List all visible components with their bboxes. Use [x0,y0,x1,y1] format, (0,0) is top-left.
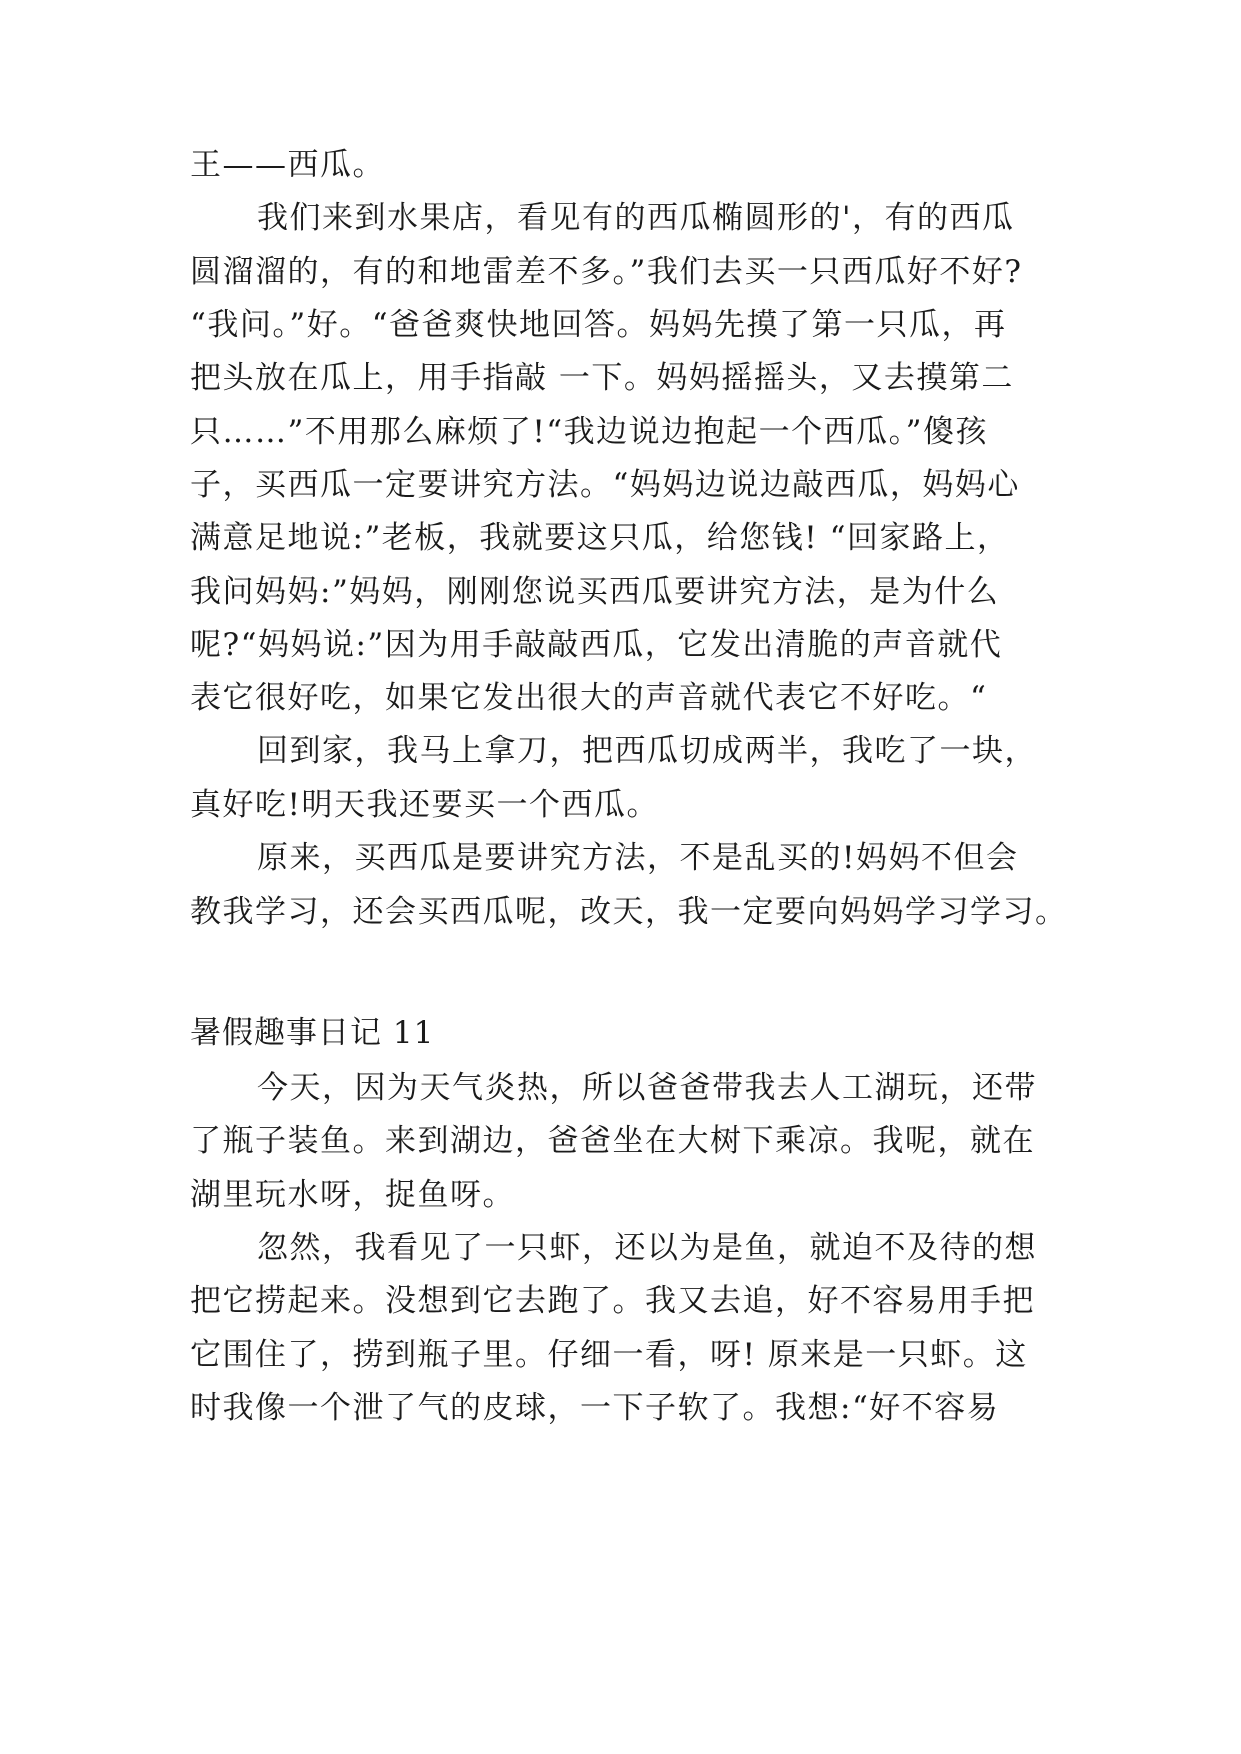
text-line: 把它捞起来。没想到它去跑了。我又去追，好不容易用手把 [190,1283,1035,1319]
text-line: 它围住了，捞到瓶子里。仔细一看，呀! 原来是一只虾。这 [190,1337,1028,1373]
paragraph-start: 回到家，我马上拿刀，把西瓜切成两半，我吃了一块， [257,733,1037,769]
text-line: “我问。”好。“爸爸爽快地回答。妈妈先摸了第一只瓜，再 [190,307,1007,343]
text-line: 真好吃!明天我还要买一个西瓜。 [190,787,659,823]
section-heading: 暑假趣事日记 11 [190,1015,435,1051]
text-line: 表它很好吃，如果它发出很大的声音就代表它不好吃。“ [190,680,988,716]
text-line: 子，买西瓜一定要讲究方法。“妈妈边说边敲西瓜，妈妈心 [190,467,1020,503]
text-line: 时我像一个泄了气的皮球，一下子软了。我想:“好不容易 [190,1390,1000,1426]
text-line: 只……”不用那么麻烦了!“我边说边抱起一个西瓜。”傻孩 [190,414,988,450]
text-line: 教我学习，还会买西瓜呢，改天，我一定要向妈妈学习学习。 [190,894,1068,930]
text-line: 圆溜溜的，有的和地雷差不多。”我们去买一只西瓜好不好? [190,254,1023,290]
text-line: 我问妈妈:”妈妈，刚刚您说买西瓜要讲究方法，是为什么 [190,574,1000,610]
text-line: 满意足地说:”老板，我就要这只瓜，给您钱! “回家路上， [190,520,1010,556]
text-line: 把头放在瓜上，用手指敲 一下。妈妈摇摇头，又去摸第二 [190,360,1014,396]
text-line: 了瓶子装鱼。来到湖边，爸爸坐在大树下乘凉。我呢，就在 [190,1123,1035,1159]
text-line: 呢?“妈妈说:”因为用手敲敲西瓜，它发出清脆的声音就代 [190,627,1003,663]
text-line: 王——西瓜。 [190,147,385,183]
text-line: 湖里玩水呀，捉鱼呀。 [190,1177,515,1213]
paragraph-start: 我们来到水果店，看见有的西瓜椭圆形的'，有的西瓜 [257,200,1015,236]
paragraph-start: 忽然，我看见了一只虾，还以为是鱼，就迫不及待的想 [257,1230,1037,1266]
paragraph-start: 今天，因为天气炎热，所以爸爸带我去人工湖玩，还带 [257,1070,1037,1106]
paragraph-start: 原来，买西瓜是要讲究方法，不是乱买的!妈妈不但会 [257,840,1019,876]
